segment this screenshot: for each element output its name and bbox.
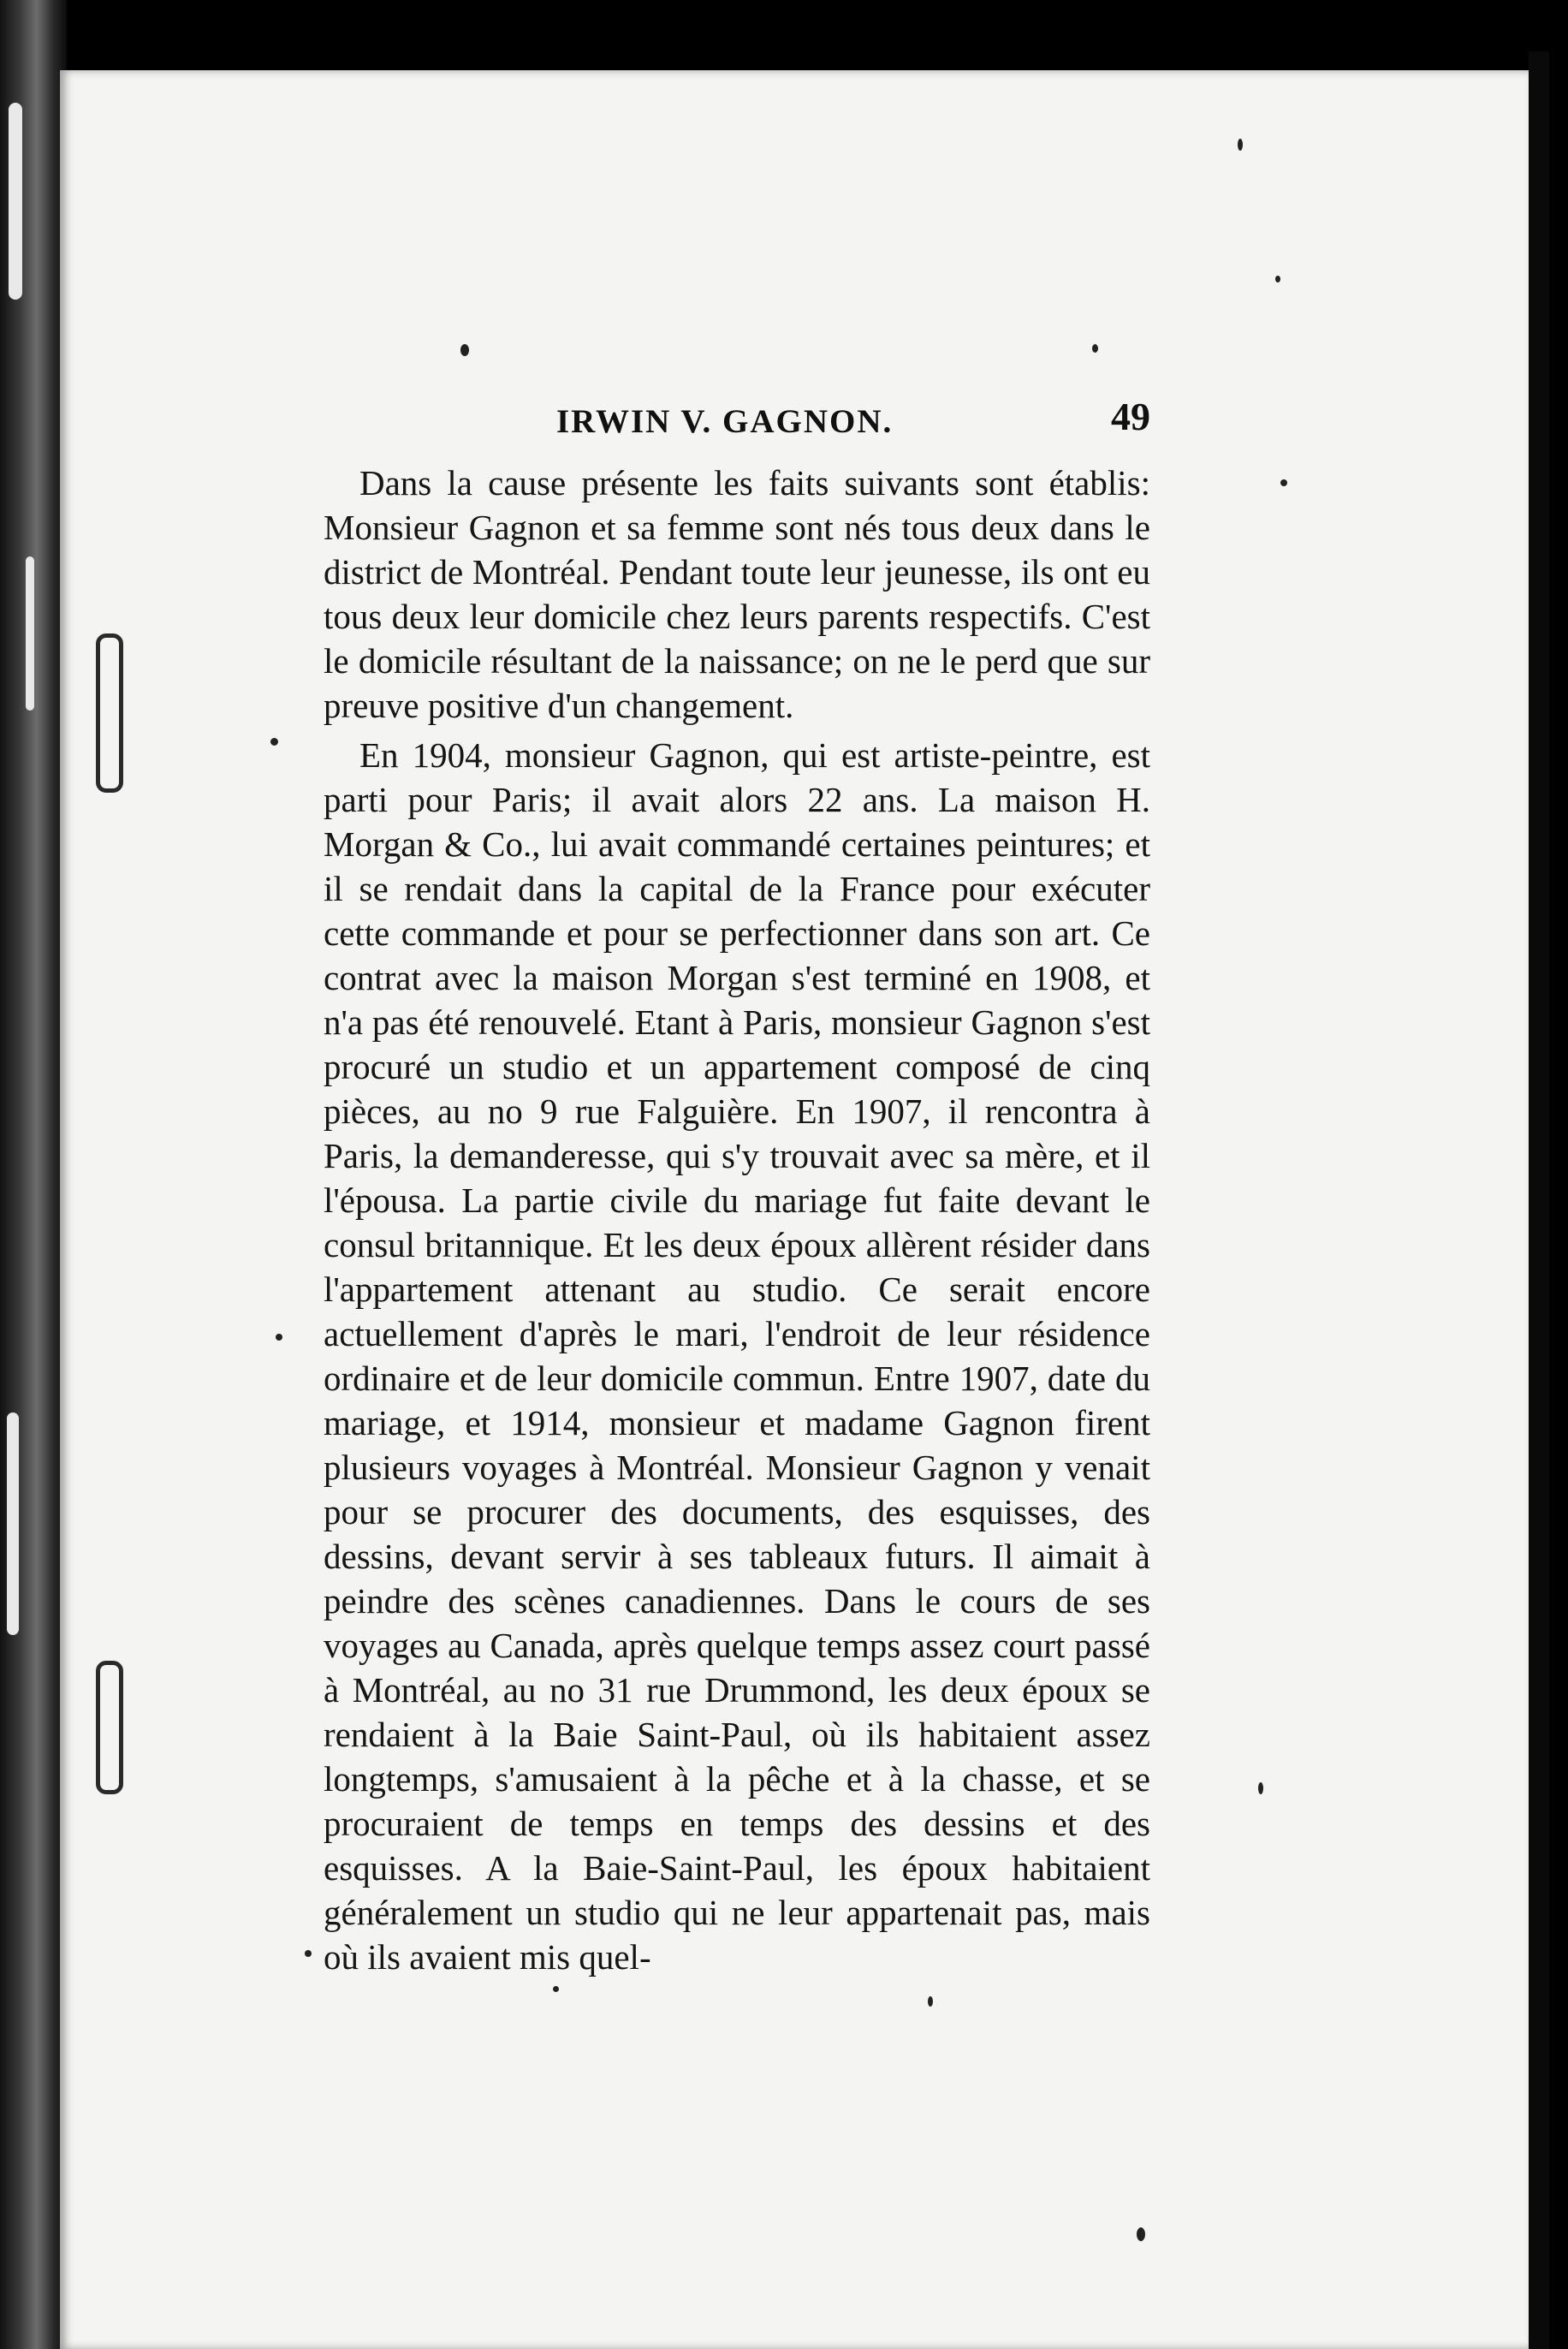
- spine-highlight: [7, 1412, 19, 1635]
- ink-speck: [553, 1986, 559, 1992]
- book-spine: [0, 0, 67, 2349]
- ink-speck: [928, 1996, 933, 2007]
- running-head: IRWIN V. GAGNON.: [556, 403, 894, 440]
- body-text: [324, 461, 1150, 1979]
- page-number: 49: [1111, 395, 1150, 438]
- spine-highlight: [26, 556, 34, 711]
- ink-speck: [305, 1950, 312, 1957]
- ink-speck: [276, 1334, 282, 1341]
- binding-clip: [96, 633, 123, 793]
- ink-speck: [1280, 479, 1287, 486]
- spine-highlight: [9, 103, 22, 300]
- page-edge-shadow: [1529, 51, 1549, 2349]
- ink-speck: [1275, 276, 1280, 282]
- page-header: [324, 317, 1150, 440]
- paragraph-1: Dans la cause présente les faits suivants sont établis: Monsieur Gagnon et sa femme sont nés tous deux dans le district de Montréal. Pendant toute leur jeunesse, ils ont eu tous deux leur domicile chez leurs parents respectifs. C'est le domicile résultant de la naissance; on ne le perd que sur preuve positive d'un changement.: [324, 463, 1150, 725]
- ink-speck: [270, 738, 278, 746]
- paragraph-2: En 1904, monsieur Gagnon, qui est artiste-peintre, est parti pour Paris; il avait alors 22 ans. La maison H. Morgan & Co., lui avait commandé certaines peintures; et il se rendait dans la capital de la France pour exécuter cette commande et pour se perfectionner dans son art. Ce contrat avec la maison Morgan s'est terminé en 1908, et n'a pas été renouvelé. Etant à Paris, monsieur Gagnon s'est procuré un studio et un appartement composé de cinq pièces, au no 9 rue Falguière. En 1907, il rencontra à Paris, la demanderesse, qui s'y trouvait avec sa mère, et il l'épousa. La partie civile du mariage fut faite devant le consul britannique. Et les deux époux allèrent résider dans l'appartement attenant au studio. Ce serait encore actuellement d'après le mari, l'endroit de leur résidence ordinaire et de leur domicile commun. Entre 1907, date du mariage, et 1914, monsieur et madame Gagnon firent plusieurs voyages à Montréal. Monsieur Gagnon y venait pour se procurer des documents, des esquisses, des dessins, devant servir à ses tableaux futurs. Il aimait à peindre des scènes canadiennes. Dans le cours de ses voyages au Canada, après quelque temps assez court passé à Montréal, au no 31 rue Drummond, les deux époux se rendaient à la Baie Saint-Paul, où ils habitaient assez longtemps, s'amusaient à la pêche et à la chasse, et se procuraient de temps en temps des dessins et des esquisses. A la Baie-Saint-Paul, les époux habitaient généralement un studio qui ne leur appartenait pas, mais où ils avaient mis quel-: [324, 735, 1150, 1977]
- ink-speck: [1258, 1782, 1263, 1794]
- ink-speck: [1238, 139, 1243, 151]
- binding-clip: [96, 1661, 123, 1794]
- ink-speck: [1137, 2227, 1145, 2241]
